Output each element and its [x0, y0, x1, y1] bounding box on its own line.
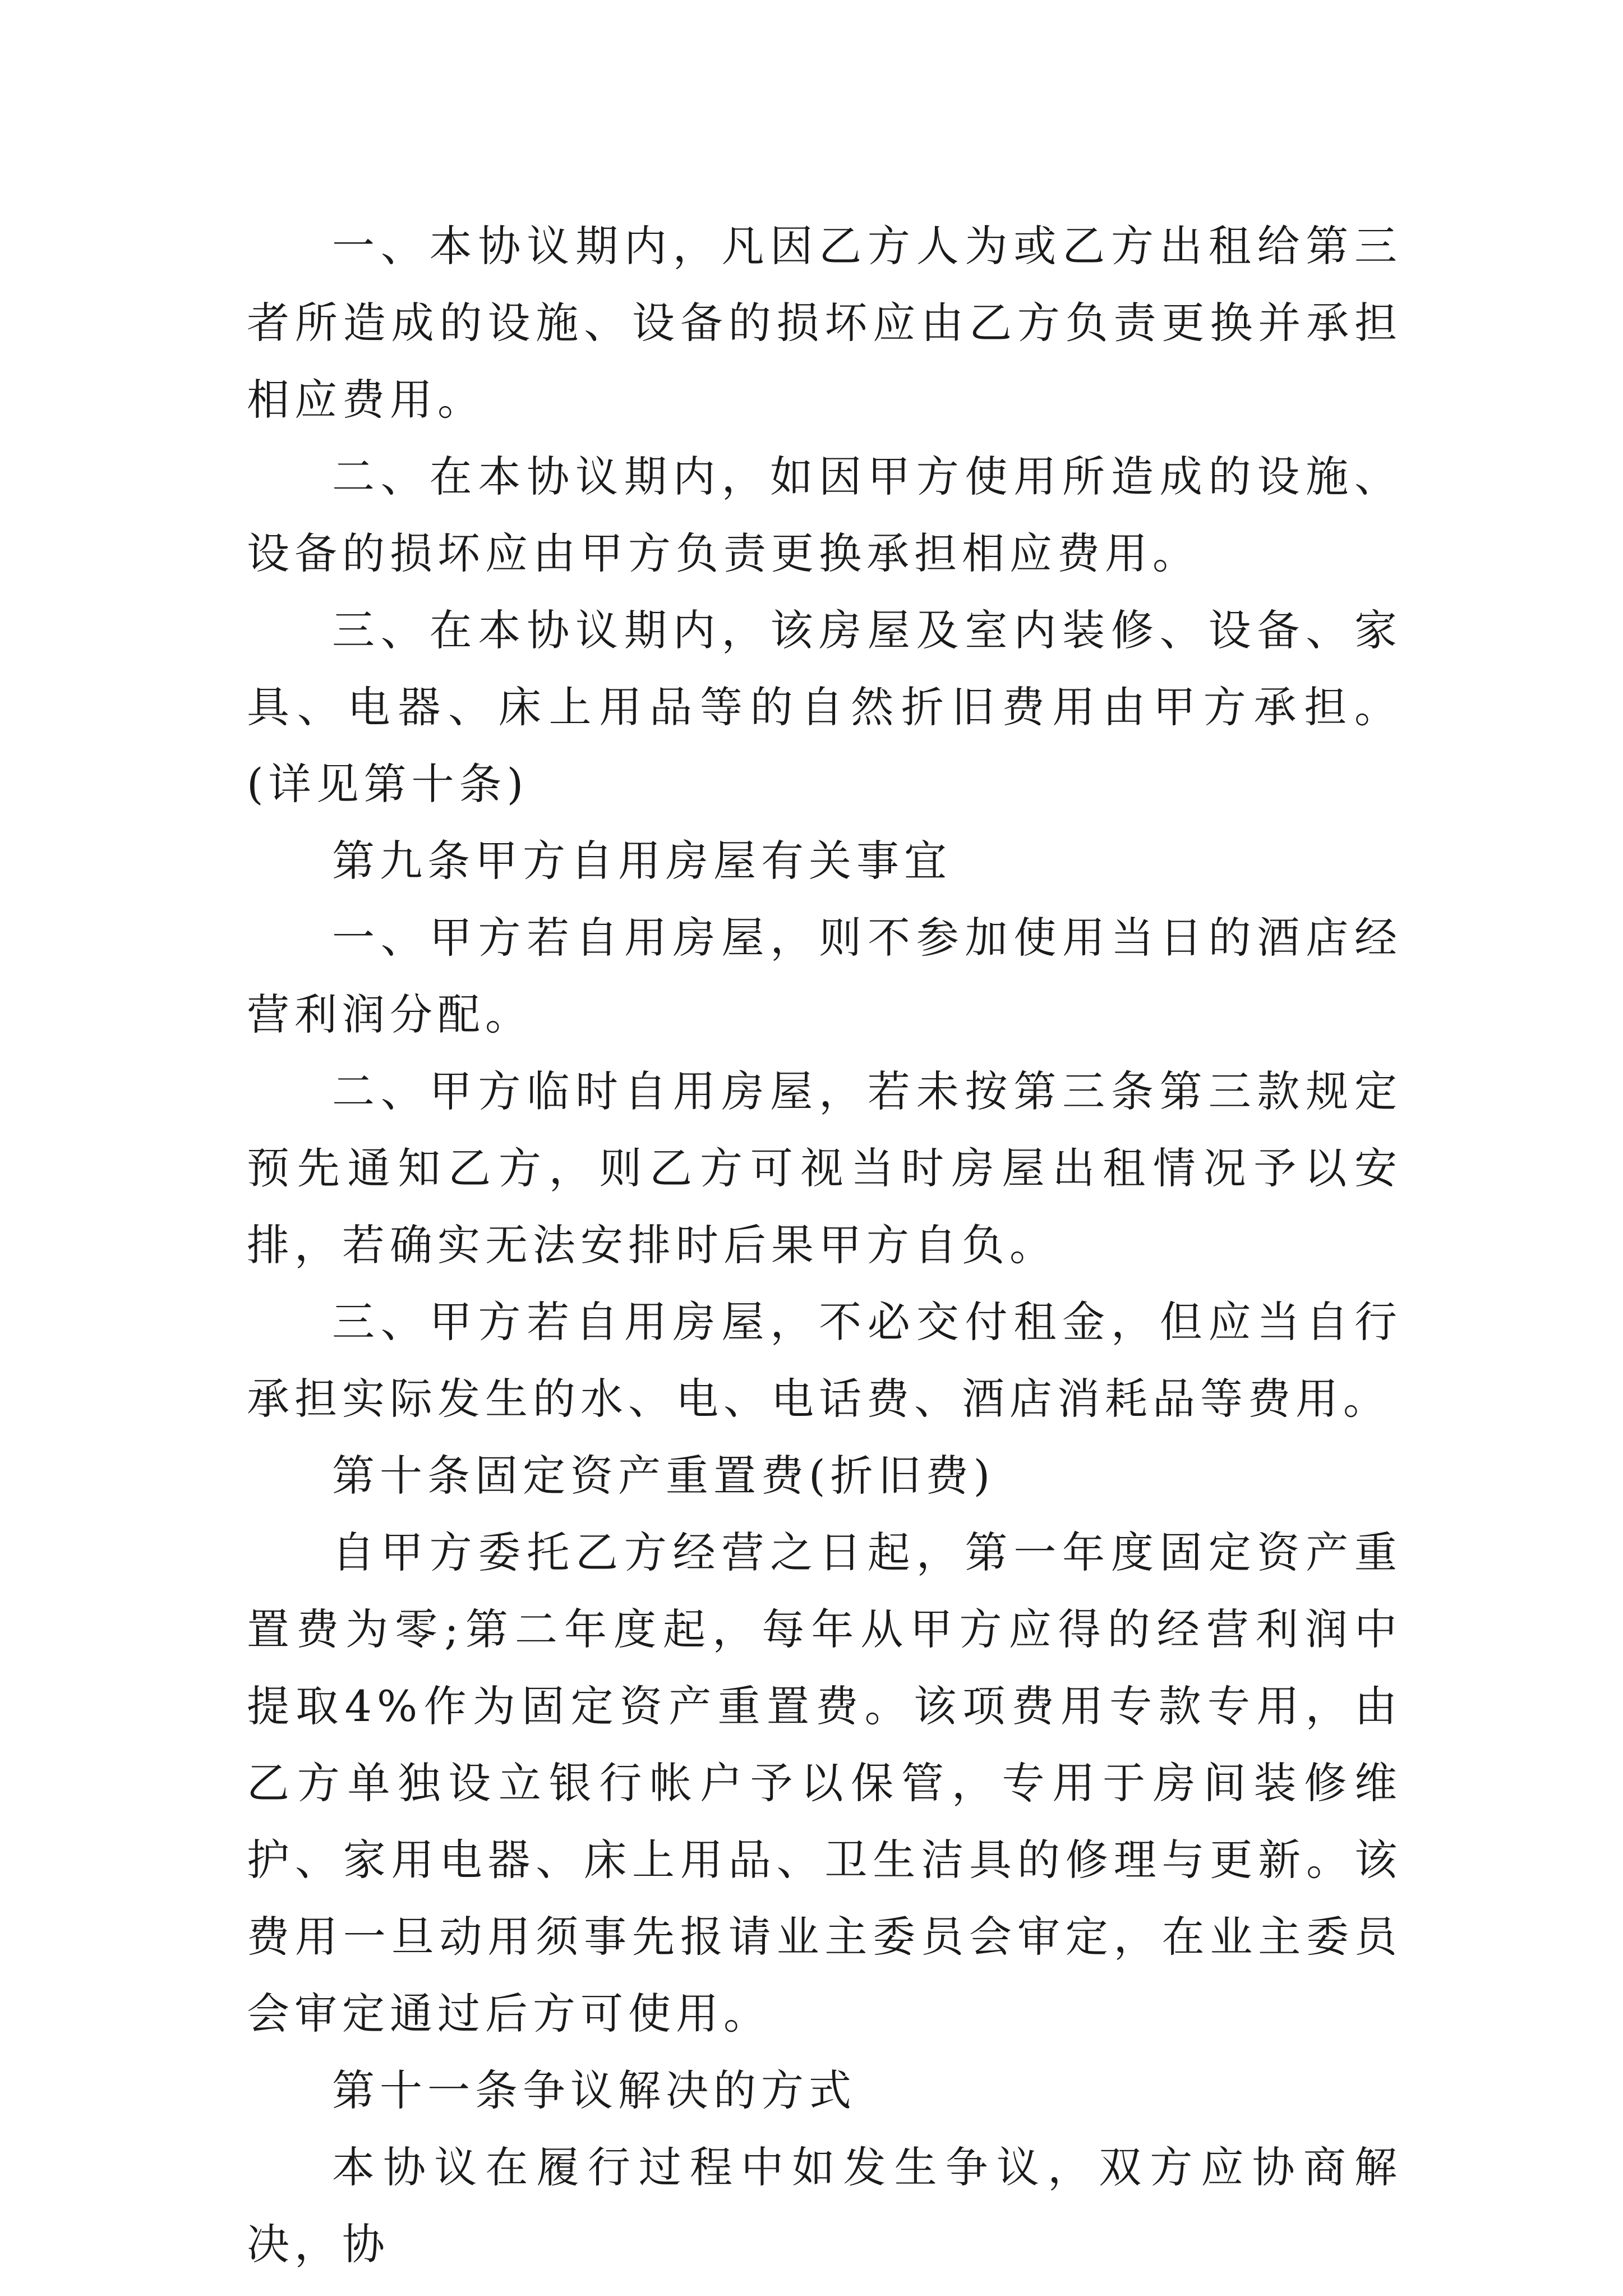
document-body [247, 208, 1402, 2283]
clause-paragraph: 二、在本协议期内，如因甲方使用所造成的设施、设备的损坏应由甲方负责更换承担相应费用。 [247, 452, 1402, 578]
clause-paragraph: 二、甲方临时自用房屋，若未按第三条第三款规定预先通知乙方，则乙方可视当时房屋出租情况予以安排，若确实无法安排时后果甲方自负。 [247, 1066, 1402, 1270]
clause-paragraph: 一、本协议期内，凡因乙方人为或乙方出租给第三者所造成的设施、设备的损坏应由乙方负责更换并承担相应费用。 [247, 221, 1402, 425]
article-heading: 第九条甲方自用房屋有关事宜 [332, 836, 952, 886]
clause-paragraph: 三、甲方若自用房屋，不必交付租金，但应当自行承担实际发生的水、电、电话费、酒店消耗品等费用。 [247, 1297, 1402, 1424]
clause-paragraph: 一、甲方若自用房屋，则不参加使用当日的酒店经营利润分配。 [247, 913, 1402, 1039]
article-heading: 第十一条争议解决的方式 [332, 2065, 856, 2115]
article-heading: 第十条固定资产重置费(折旧费) [332, 1451, 995, 1501]
clause-paragraph: 自甲方委托乙方经营之日起，第一年度固定资产重置费为零;第二年度起，每年从甲方应得的经营利润中提取4%作为固定资产重置费。该项费用专款专用，由乙方单独设立银行帐户予以保管，专用于房间装修维护、家用电器、床上用品、卫生洁具的修理与更新。该费用一旦动用须事先报请业主委员会审定，在业主委员会审定通过后方可使用。 [247, 1527, 1402, 2039]
clause-paragraph: 本协议在履行过程中如发生争议，双方应协商解决，协 [247, 2142, 1402, 2269]
clause-paragraph: 三、在本协议期内，该房屋及室内装修、设备、家具、电器、床上用品等的自然折旧费用由甲方承担。(详见第十条) [247, 605, 1402, 809]
